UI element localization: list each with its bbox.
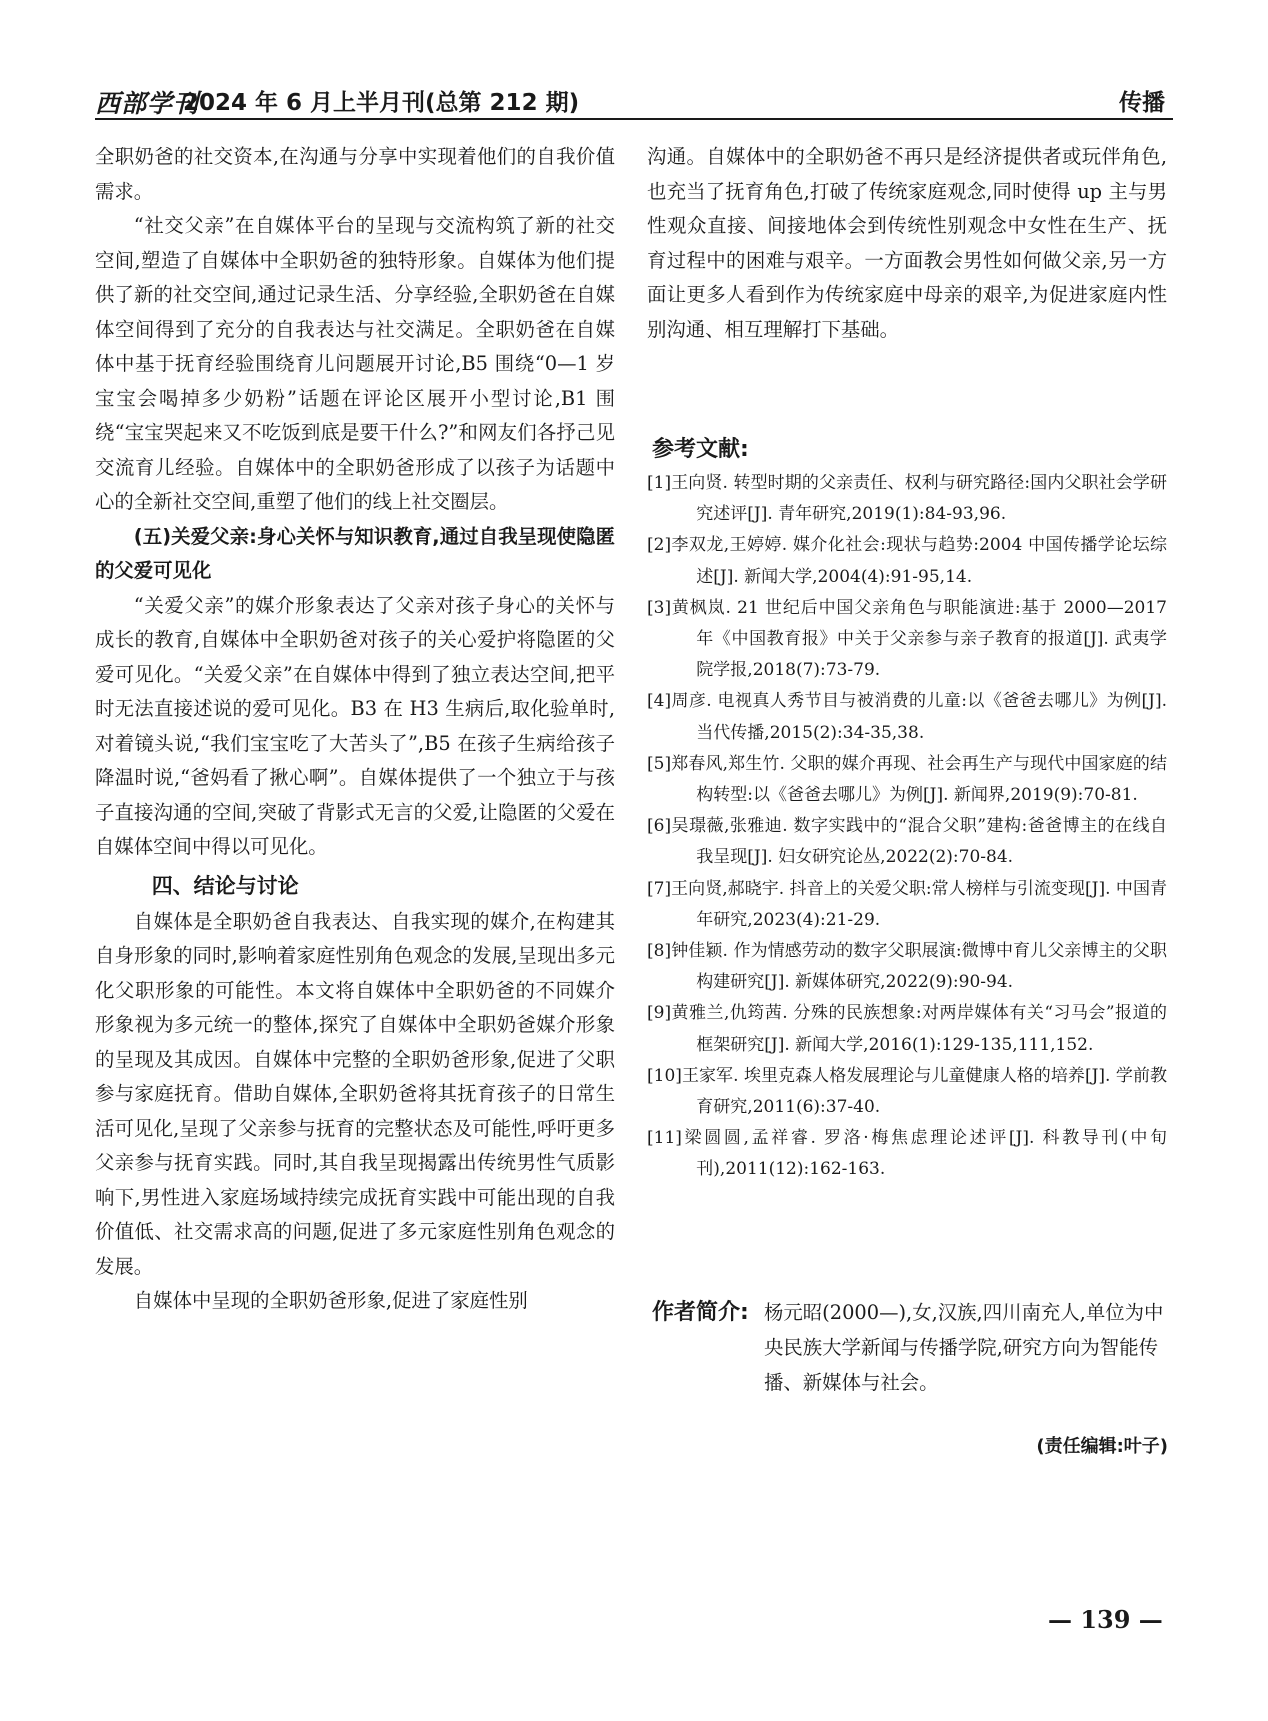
paragraph: 自媒体是全职奶爸自我表达、自我实现的媒介,在构建其自身形象的同时,影响着家庭性别角色观念的发展,呈现出多元化父职形象的可能性。本文将自媒体中全职奶爸的不同媒介形象视为多元统一的整体,探究了自媒体中全职奶爸媒介形象的呈现及其成因。自媒体中完整的全职奶爸形象,促进了父职参与家庭抚育。借助自媒体,全职奶爸将其抚育孩子的日常生活可见化,呈现了父亲参与抚育的完整状态及可能性,呼吁更多父亲参与抚育实践。同时,其自我呈现揭露出传统男性气质影响下,男性进入家庭场域持续完成抚育实践中可能出现的自我价值低、社交需求高的问题,促进了多元家庭性别角色观念的发展。 <box>95 909 615 1278</box>
paragraph: 自媒体中呈现的全职奶爸形象,促进了家庭性别 <box>133 1289 528 1312</box>
author-bio-text: 杨元昭(2000—),女,汉族,四川南充人,单位为中央民族大学新闻与传播学院,研究方向为智能传播、新媒体与社会。 <box>764 1301 1164 1394</box>
reference-item: [5]郑春风,郑生竹. 父职的媒介再现、社会再生产与现代中国家庭的结构转型:以《爸爸去哪儿》为例[J]. 新闻界,2019(9):70-81. <box>647 753 1167 806</box>
reference-item: [6]吴璟薇,张雅迪. 数字实践中的“混合父职”建构:爸爸博主的在线自我呈现[J]. 妇女研究论丛,2022(2):70-84. <box>647 816 1167 868</box>
author-bio-label: 作者简介: <box>652 1300 749 1325</box>
reference-item: [3]黄枫岚. 21 世纪后中国父亲角色与职能演进:基于 2000—2017 年《中国教育报》中关于父亲参与亲子教育的报道[J]. 武夷学院学报,2018(7):73-79. <box>647 597 1167 681</box>
section-heading: 四、结论与讨论 <box>151 873 299 898</box>
reference-item: [9]黄雅兰,仇筠茜. 分殊的民族想象:对两岸媒体有关“习马会”报道的框架研究[J]. 新闻大学,2016(1):129-135,111,152. <box>647 1003 1167 1055</box>
references-title: 参考文献: <box>652 437 749 462</box>
header-rule <box>95 118 1173 120</box>
section-tag: 传播 <box>1119 90 1165 116</box>
reference-item: [10]王家军. 埃里克森人格发展理论与儿童健康人格的培养[J]. 学前教育研究,2011(6):37-40. <box>647 1065 1167 1118</box>
paragraph: 全职奶爸的社交资本,在沟通与分享中实现着他们的自我价值需求。 <box>95 145 615 203</box>
subsection-heading: (五)关爱父亲:身心关怀与知识教育,通过自我呈现使隐匿的父爱可见化 <box>95 524 615 582</box>
reference-item: [7]王向贤,郝晓宇. 抖音上的关爱父职:常人榜样与引流变现[J]. 中国青年研究,2023(4):21-29. <box>647 878 1167 930</box>
references-list <box>647 468 1167 1186</box>
reference-item: [1]王向贤. 转型时期的父亲责任、权利与研究路径:国内父职社会学研究述评[J]. 青年研究,2019(1):84-93,96. <box>647 473 1167 525</box>
author-bio <box>652 1295 1167 1400</box>
responsible-editor: (责任编辑:叶子) <box>1036 1436 1168 1457</box>
reference-item: [8]钟佳颖. 作为情感劳动的数字父职展演:微博中育儿父亲博主的父职构建研究[J]. 新媒体研究,2022(9):90-94. <box>647 941 1167 993</box>
right-column <box>647 140 1167 347</box>
reference-item: [2]李双龙,王婷婷. 媒介化社会:现状与趋势:2004 中国传播学论坛综述[J]. 新闻大学,2004(4):91-95,14. <box>647 535 1167 587</box>
reference-item: [4]周彦. 电视真人秀节目与被消费的儿童:以《爸爸去哪儿》为例[J]. 当代传播,2015(2):34-35,38. <box>647 691 1167 743</box>
issue-info: 2024 年 6 月上半月刊(总第 212 期) <box>183 90 580 116</box>
page-number: — 139 — <box>1048 1605 1163 1634</box>
running-header <box>95 80 1173 124</box>
journal-logo: 西部学刊 <box>95 89 200 118</box>
paragraph: “社交父亲”在自媒体平台的呈现与交流构筑了新的社交空间,塑造了自媒体中全职奶爸的独特形象。自媒体为他们提供了新的社交空间,通过记录生活、分享经验,全职奶爸在自媒体空间得到了充分的自我表达与社交满足。全职奶爸在自媒体中基于抚育经验围绕育儿问题展开讨论,B5 围绕“0—1 岁宝宝会喝掉多少奶粉”话题在评论区展开小型讨论,B1 围绕“宝宝哭起来又不吃饭到底是要干什么?”和网友们各抒己见交流育儿经验。自媒体中的全职奶爸形成了以孩子为话题中心的全新社交空间,重塑了他们的线上社交圈层。 <box>95 214 615 513</box>
paragraph: “关爱父亲”的媒介形象表达了父亲对孩子身心的关怀与成长的教育,自媒体中全职奶爸对孩子的关心爱护将隐匿的父爱可见化。“关爱父亲”在自媒体中得到了独立表达空间,把平时无法直接述说的爱可见化。B3 在 H3 生病后,取化验单时,对着镜头说,“我们宝宝吃了大苦头了”,B5 在孩子生病给孩子降温时说,“爸妈看了揪心啊”。自媒体提供了一个独立于与孩子直接沟通的空间,突破了背影式无言的父爱,让隐匿的父爱在自媒体空间中得以可见化。 <box>95 593 615 858</box>
paragraph: 沟通。自媒体中的全职奶爸不再只是经济提供者或玩伴角色,也充当了抚育角色,打破了传统家庭观念,同时使得 up 主与男性观众直接、间接地体会到传统性别观念中女性在生产、抚育过程中的困难与艰辛。一方面教会男性如何做父亲,另一方面让更多人看到作为传统家庭中母亲的艰辛,为促进家庭内性别沟通、相互理解打下基础。 <box>647 145 1167 341</box>
left-column <box>95 140 615 1319</box>
reference-item: [11]梁圆圆,孟祥睿. 罗洛·梅焦虑理论述评[J]. 科教导刊(中旬刊),2011(12):162-163. <box>647 1128 1167 1180</box>
